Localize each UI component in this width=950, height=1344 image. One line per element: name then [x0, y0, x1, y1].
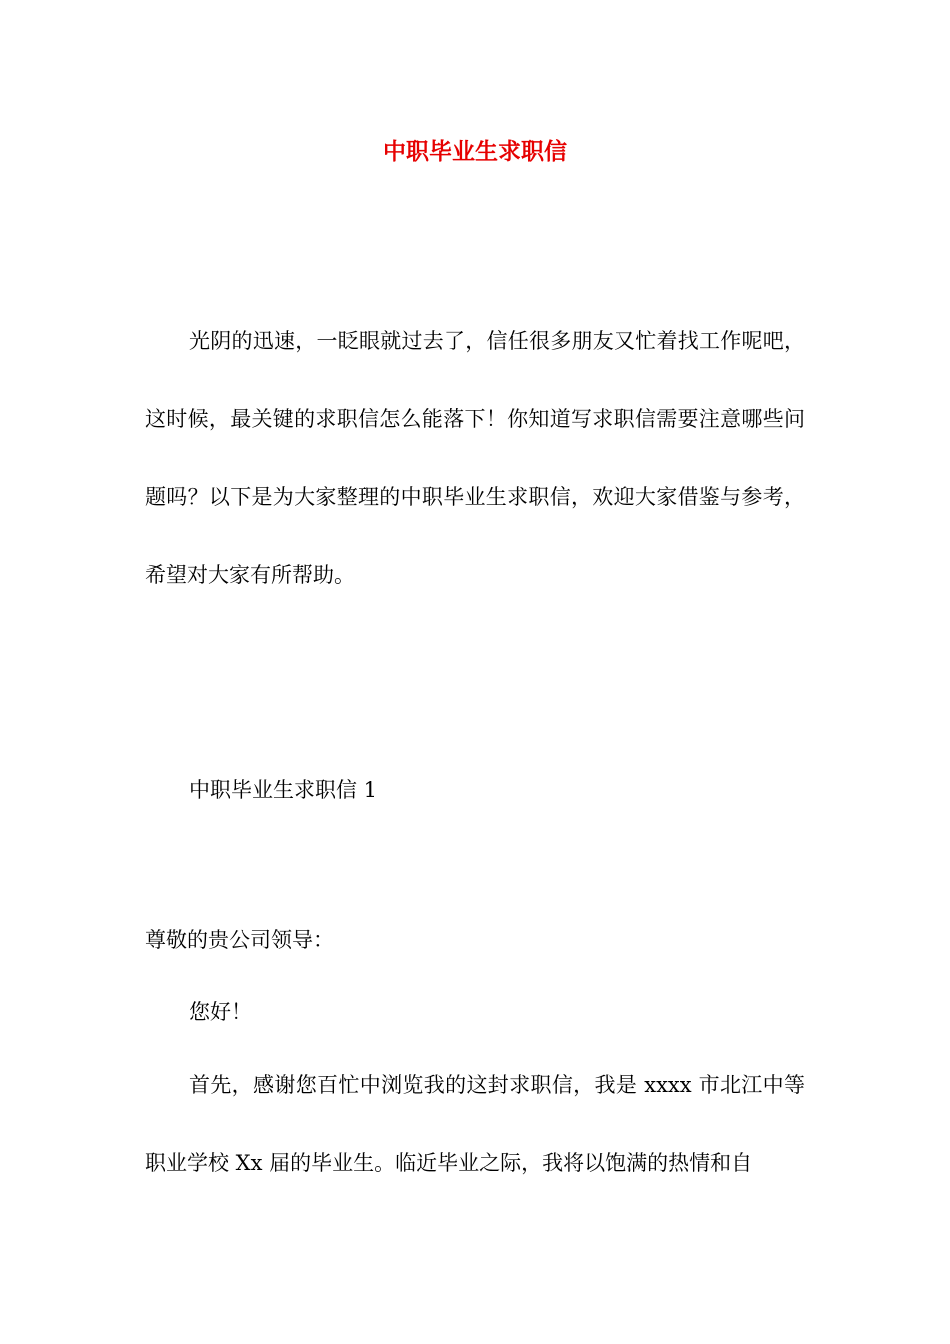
- letter-heading: 中职毕业生求职信 1: [189, 778, 378, 802]
- greeting: 您好！: [189, 1000, 252, 1024]
- intro-paragraph: 光阴的迅速，一眨眼就过去了，信任很多朋友又忙着找工作呢吧，这时候，最关键的求职信怎么能落下！你知道写求职信需要注意哪些问题吗？以下是为大家整理的中职毕业生求职信，欢迎大家借鉴与参考，希望对大家有所帮助。: [145, 329, 805, 587]
- document-title: 中职毕业生求职信: [383, 138, 567, 165]
- salutation: 尊敬的贵公司领导：: [145, 928, 334, 952]
- letter-body-paragraph: 首先，感谢您百忙中浏览我的这封求职信，我是 xxxx 市北江中等职业学校 Xx 届的毕业生。临近毕业之际，我将以饱满的热情和自: [145, 1073, 805, 1175]
